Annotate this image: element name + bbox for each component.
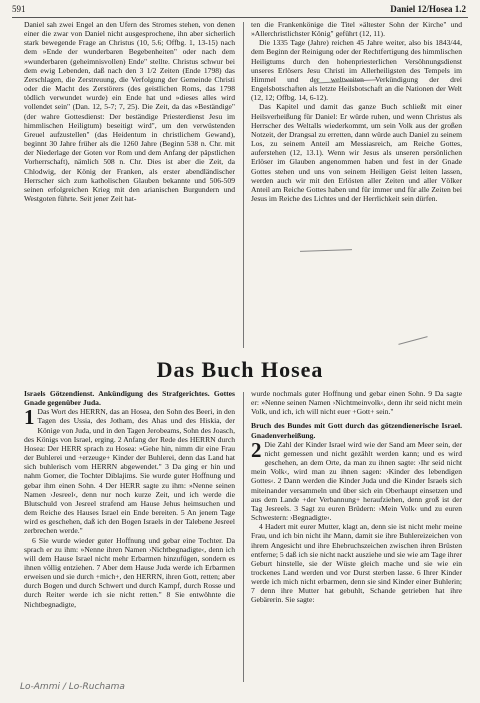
commentary-paragraph: Die 1335 Tage (Jahre) reichen 45 Jahre weiter, also bis 1843/44, dem Beginn der Reinigung oder der Rechtfertigung des himmlischen Heiligtums durch den hohenpriesterlichen Versöhnungsdienst unseres Erlösers Jesu Christi im Allerheiligsten des Tempels im Himmel und der weltweiten Verkündigung der drei Engelsbotschaften als letzte Heilsbotschaft an die Nationen der Welt (12, 12; Offbg. 14, 6-12).	[251, 38, 462, 103]
book-title: Das Buch Hosea	[156, 357, 324, 382]
commentary-paragraph: ten die Frankenkönige die Titel »ältester Sohn der Kirche" und »Allerchristlichster König" geführt (12, 11).	[251, 20, 462, 39]
scripture-column-right	[251, 389, 462, 605]
page-number: 591	[12, 4, 26, 14]
section-heading: Israels Götzendienst. Ankündigung des Strafgerichtes. Gottes Gnade gegenüber Juda.	[24, 389, 235, 408]
scripture-paragraph	[24, 407, 235, 535]
scripture-paragraph: 4 Hadert mit eurer Mutter, klagt an, denn sie ist nicht mehr meine Frau, und ich bin nicht ihr Mann, damit sie ihre Buhlereizeichen von ihrem Angesicht und ihre Ehebruchszeichen zwischen ihren Brüsten entferne; 5 daß ich sie nicht nackt ausziehe und sie wie am Tage ihrer Geburt hinstelle, sie der Wüste gleich mache und sie wie ein trockenes Land werden und vor Durst sterben lasse. 6 Ihrer Kinder werde ich mich nicht erbarmen, denn sie sind Kinder einer Buhlerin; 7 denn ihre Mutter hat gebuhlt, Schande getrieben hat ihre Gebärerin. Sie sagte:	[251, 522, 462, 605]
commentary-column-left	[24, 20, 235, 203]
scripture-paragraph	[251, 437, 462, 523]
column-divider-upper	[243, 22, 244, 348]
commentary-paragraph: Daniel sah zwei Engel an den Ufern des Stromes stehen, von denen einer die zwar von Daniel nicht ausgesprochene, ihn aber sicherlich stark bewegende Frage an Christus (10, 5.6; Offbg. 1, 13-15) nach dem »Ende der wunderbaren Begebenheiten" oder nach dem »wunderbaren (geheimnisvollen) Ende" stellte. Christus schwur bei dem ewig Lebenden, daß nach den 3 1/2 Zeiten (Ende 1798) das Zerschlagen, die Zerstreuung, die Verfolgung der Gemeinde Christi oder die Macht des Zerstörers (des geistlichen Roms, das 1798 tödlich verwundet wurde) ein Ende hat und »dieses alles wird vollendet sein" (Dan. 12, 5-7; 7, 25). Die Zeit, da das »Beständige" (der wahre Gottesdienst: Der beständige Priesterdienst Jesu im himmlischen Heiligtum) beseitigt wird", um den verwüstenden Greuel aufzustellen" (das Heidentum in christlichem Gewand), beginnt 30 Jahre früher als die 1260 Jahre (Beginn 538 n. Chr. mit der Niederlage der Goten vor Rom und dem Anfang der päpstlichen Vorherrschaft), nämlich 508 n. Chr. Dies ist aber die Zeit, da Chlodwig, der König der Franken, als erster abendländischer Herrscher sich zum katholischen Glauben bekannte und 506-509 seinen erfolgreichen Krieg mit den arianischen Burgundern und Westgoten führte. Seit jener Zeit hat-	[24, 20, 235, 203]
running-title: Daniel 12/Hosea 1.2	[390, 4, 466, 14]
header-rule	[12, 17, 468, 18]
verse-text: Die Zahl der Kinder Israel wird wie der Sand am Meer sein, der nicht gemessen und nicht gezählt werden kann; und es wird geschehen, an dem Orte, da man zu ihnen sagte: ›Ihr seid nicht mein Volk‹, wird man zu ihnen sagen: ›Kinder des lebendigen Gottes‹. 2 Dann werden die Kinder Juda und die Kinder Israels sich miteinander versammeln und über sich ein Oberhaupt einsetzen und aus dem Lande +der Verbannung+ heraufziehen, denn groß ist der Tag Jesreels. 3 Sagt zu euren Brüdern: ›Mein Volk‹ und zu euren Schwestern: ›Begnadigte‹.	[251, 439, 462, 523]
scripture-paragraph: wurde nochmals guter Hoffnung und gebar einen Sohn. 9 Da sagte er: »Nenne seinen Namen ›Nichtmeinvolk‹, denn ihr seid nicht mein Volk, und ich, ich will nicht euer +Gott+ sein."	[251, 389, 462, 417]
commentary-paragraph: Das Kapitel und damit das ganze Buch schließt mit einer Heilsverheißung für Daniel: Er würde ruhen, und wenn Christus als Herrscher des Weltalls wiederkommt, um sein Volk aus der großen Notzeit, der Drangsal zu erretten, dann würde auch Daniel zu seinem Los, zu seinem Anteil am Messiasreich, am Reiche Gottes, auferstehen (12, 13.1). Wenn wir Jesus als unseren persönlichen Erlöser im Glauben angenommen haben und fest in der Gnade Gottes stehen und uns von seinem Heiligen Geist leiten lassen, werden auch wir mit den Erlösten aller Zeiten und aller Völker Anteil am Reiche Gottes haben und für immer und für alle Zeiten bei Jesus im Reiche des Lichtes und der Herrlichkeit sein dürfen.	[251, 102, 462, 203]
pencil-underline	[300, 249, 352, 252]
scripture-paragraph: 6 Sie wurde wieder guter Hoffnung und gebar eine Tochter. Da sprach er zu ihm: »Nenne ihren Namen ›Nichtbegnadigte‹, denn ich will dem Hause Israel nicht mehr Erbarmen hinzufügen, sondern es ihnen völlig entziehen. 7 Aber dem Hause Juda werde ich Erbarmen erweisen und sie durch +mich+, den HERRN, ihren Gott, retten; aber durch Bogen und durch Schwert und durch Kampf, durch Rosse und durch Reiter werde ich sie nicht retten." 8 Sie entwöhnte die Nichtbegnadigte,	[24, 535, 235, 609]
verse-text: Das Wort des HERRN, das an Hosea, den Sohn des Beeri, in den Tagen des Ussia, des Jotham, des Ahas und des Hiskia, der Könige von Juda, und in den Tagen Jerobeams, Sohn des Joasch, des Königs von Israel, erging. 2 Anfang der Rede des HERRN durch Hosea: Der HERR sprach zu Hosea: »Gehe hin, nimm dir eine Frau der Buhlerei und +erzeuge+ Kinder der Buhlerei, denn das Land hat sich buhlerisch vom HERRN abgewendet." 3 Da ging er hin und nahm Gomer, die Tochter Diblajims. Sie wurde guter Hoffnung und gebar ihm einen Sohn. 4 Der HERR sagte zu ihm: »Nenne seinen Namen ›Jesreel‹, denn nur noch kurze Zeit, und ich werde die Blutschuld von Jesreel strafend am Hause Jehus heimsuchen und dem Reiche des Hauses Israel ein Ende bereiten. 5 An jenem Tage wird es geschehen, daß ich den Bogen Israels in der Talebene Jesreel zerbrechen werde."	[24, 407, 235, 536]
chapter-number: 2	[251, 437, 262, 462]
scripture-column-left	[24, 389, 235, 609]
column-divider-lower	[243, 392, 244, 682]
section-heading: Bruch des Bundes mit Gott durch das götzendienerische Israel. Gnadenverheißung.	[251, 421, 462, 440]
pencil-mark	[398, 336, 427, 345]
chapter-number: 1	[24, 405, 35, 430]
handwritten-note: Lo-Ammi / Lo-Ruchama	[20, 682, 125, 692]
commentary-column-right	[251, 20, 462, 203]
